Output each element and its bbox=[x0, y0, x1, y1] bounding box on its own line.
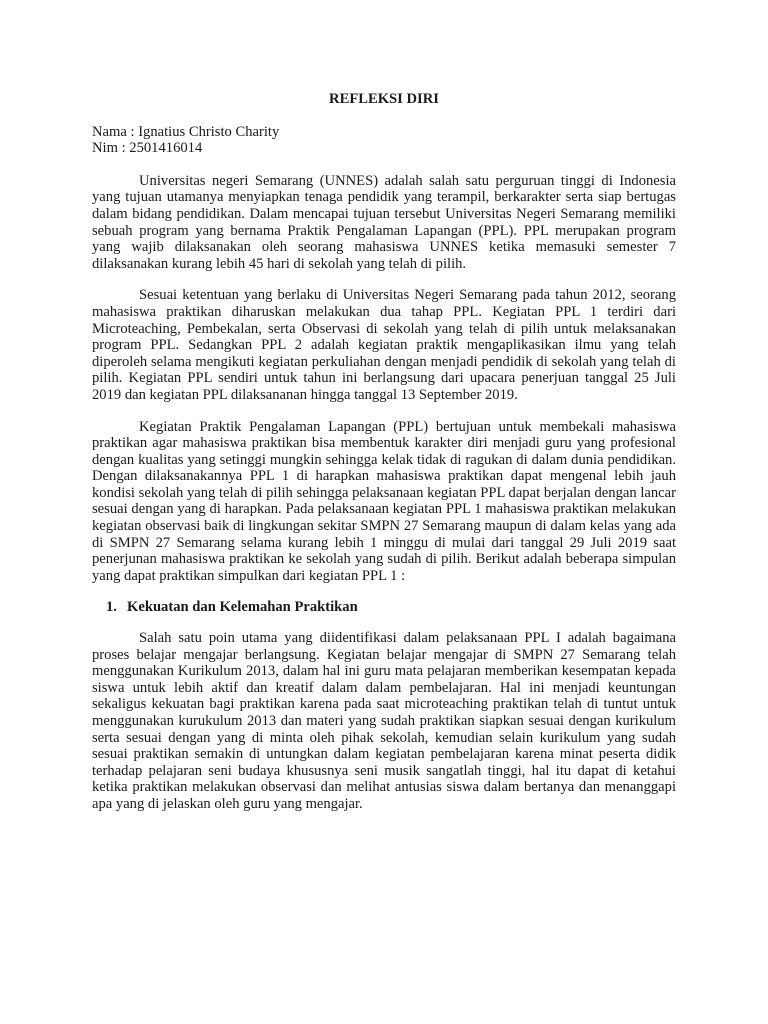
document-title: REFLEKSI DIRI bbox=[329, 91, 439, 107]
paragraph-strengths-weaknesses: Salah satu poin utama yang diidentifikasi dalam pelaksanaan PPL I adalah bagaimana proses belajar mengajar berlangsung. Kegiatan belajar mengajar di SMPN 27 Semarang telah menggunakan Kurikulum 2013, dalam hal ini guru mata pelajaran memberikan kesempatan kepada siswa untuk lebih aktif dan kreatif dalam dalam pembelajaran. Hal ini menjadi keuntungan sekaligus kekuatan bagi praktikan karena pada saat microteaching praktikan telah di tuntut untuk menggunakan kurukulum 2013 dan materi yang sudah praktikan siapkan sesuai dengan kurikulum serta sesuai dengan yang di minta oleh pihak sekolah, kemudian selain kurikulum yang sudah sesuai praktikan semakin di untungkan dalam kegiatan pembelajaran karena minat peserta didik terhadap pelajaran seni budaya khususnya seni musik sangatlah tinggi, hal itu dapat di ketahui ketika praktikan melakukan observasi dan melihat antusias siswa dalam bertanya dan menanggapi apa yang di jelaskan oleh guru yang mengajar. bbox=[92, 630, 676, 812]
student-name: Nama : Ignatius Christo Charity bbox=[92, 123, 280, 140]
section-title: Kekuatan dan Kelemahan Praktikan bbox=[127, 599, 358, 616]
student-nim: Nim : 2501416014 bbox=[92, 140, 203, 157]
paragraph-ppl-stages: Sesuai ketentuan yang berlaku di Universitas Negeri Semarang pada tahun 2012, seorang mahasiswa praktikan diharuskan melakukan dua tahap PPL. Kegiatan PPL 1 terdiri dari Microteaching, Pembekalan, serta Observasi di sekolah yang telah di pilih untuk melaksanakan program PPL. Sedangkan PPL 2 adalah kegiatan praktik mengaplikasikan ilmu yang telah diperoleh selama mengikuti kegiatan perkuliahan dengan menjadi pendidik di sekolah yang telah di pilih. Kegiatan PPL sendiri untuk tahun ini berlangsung dari upacara penerjuan tanggal 25 Juli 2019 dan kegiatan PPL dilaksananan hingga tanggal 13 September 2019. bbox=[92, 287, 676, 403]
section-heading bbox=[92, 599, 676, 616]
student-identity bbox=[92, 124, 676, 157]
section-number: 1. bbox=[106, 599, 117, 616]
paragraph-introduction: Universitas negeri Semarang (UNNES) adalah salah satu perguruan tinggi di Indonesia yang tujuan utamanya menyiapkan tenaga pendidik yang terampil, berkarakter serta siap bertugas dalam bidang pendidikan. Dalam mencapai tujuan tersebut Universitas Negeri Semarang memiliki sebuah program yang bernama Praktik Pengalaman Lapangan (PPL). PPL merupakan program yang wajib dilaksanakan oleh seorang mahasiswa UNNES ketika memasuki semester 7 dilaksanakan kurang lebih 45 hari di sekolah yang telah di pilih. bbox=[92, 172, 676, 272]
document-body bbox=[92, 91, 676, 828]
paragraph-ppl-objectives: Kegiatan Praktik Pengalaman Lapangan (PPL) bertujuan untuk membekali mahasiswa praktikan agar mahasiswa praktikan bisa membentuk karakter diri menjadi guru yang profesional dengan kualitas yang setinggi mungkin sehingga kelak tidak di ragukan di dalam dunia pendidikan. Dengan dilaksanakannya PPL 1 di harapkan mahasiswa praktikan dapat mengenal lebih jauh kondisi sekolah yang telah di pilih sehingga pelaksanaan kegiatan PPL dapat berjalan dengan lancar sesuai dengan yang di harapkan. Pada pelaksanaan kegiatan PPL 1 mahasiswa praktikan melakukan kegiatan observasi baik di lingkungan sekitar SMPN 27 Semarang maupun di dalam kelas yang ada di SMPN 27 Semarang selama kurang lebih 1 minggu di mulai dari tanggal 29 Juli 2019 saat penerjunan mahasiswa praktikan ke sekolah yang sudah di pilih. Berikut adalah beberapa simpulan yang dapat praktikan simpulkan dari kegiatan PPL 1 : bbox=[92, 418, 676, 584]
